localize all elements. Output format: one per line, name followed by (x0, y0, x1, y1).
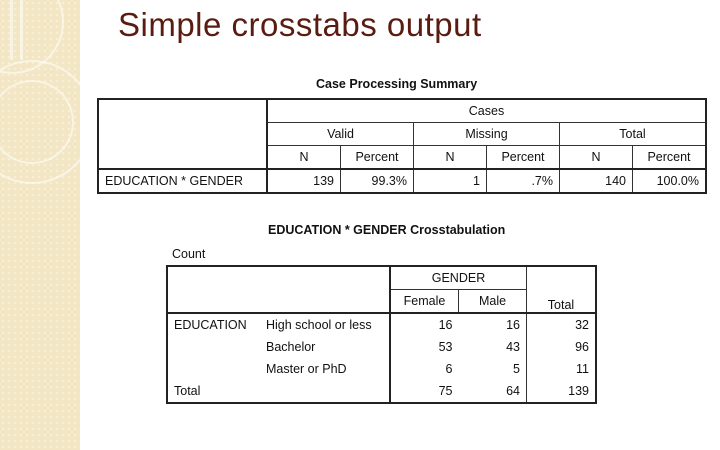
cases-header: Cases (267, 99, 706, 123)
decorative-side-strip (0, 0, 80, 450)
cell-value: 140 (560, 169, 633, 193)
cell-value: 139 (267, 169, 341, 193)
total-header: Total (527, 266, 597, 313)
count-label: Count (172, 247, 206, 261)
cell-value: 53 (390, 336, 459, 358)
table-corner (167, 266, 390, 313)
col-header-male: Male (459, 290, 527, 314)
decorative-bar (20, 0, 23, 60)
crosstab-caption: EDUCATION * GENDER Crosstabulation (268, 223, 506, 237)
row-label: High school or less (266, 318, 372, 332)
slide-title: Simple crosstabs output (118, 6, 482, 43)
subheader-n: N (414, 146, 487, 170)
group-header-valid: Valid (267, 123, 414, 146)
total-row-label: Total (174, 384, 201, 398)
row-label: Master or PhD (266, 362, 347, 376)
cell-value: 99.3% (341, 169, 414, 193)
cell-value: 16 (506, 318, 520, 332)
group-header-missing: Missing (414, 123, 560, 146)
row-label: Bachelor (266, 340, 316, 354)
group-header-total: Total (560, 123, 707, 146)
gender-header: GENDER (390, 266, 527, 290)
cell-value: 139 (527, 380, 597, 403)
case-processing-caption: Case Processing Summary (316, 77, 478, 91)
row-label: EDUCATION * GENDER (98, 169, 267, 193)
cell-value: 75 (390, 380, 459, 403)
cell-value: 11 (527, 358, 597, 380)
cell-value: 1 (414, 169, 487, 193)
cell-value: 64 (506, 384, 520, 398)
cell-value: .7% (487, 169, 560, 193)
decorative-bar (10, 0, 13, 60)
cell-value: 5 (513, 362, 520, 376)
cell-value: 16 (390, 313, 459, 336)
row-var-label: EDUCATION (174, 318, 247, 332)
case-processing-table (97, 98, 707, 194)
table-corner (98, 99, 267, 169)
cell-value: 32 (527, 313, 597, 336)
cell-value: 6 (390, 358, 459, 380)
subheader-n: N (560, 146, 633, 170)
subheader-n: N (267, 146, 341, 170)
cell-value: 100.0% (633, 169, 707, 193)
col-header-female: Female (390, 290, 459, 314)
subheader-percent: Percent (487, 146, 560, 170)
cell-value: 43 (506, 340, 520, 354)
subheader-percent: Percent (341, 146, 414, 170)
subheader-percent: Percent (633, 146, 707, 170)
crosstab-table (166, 265, 597, 404)
cell-value: 96 (527, 336, 597, 358)
